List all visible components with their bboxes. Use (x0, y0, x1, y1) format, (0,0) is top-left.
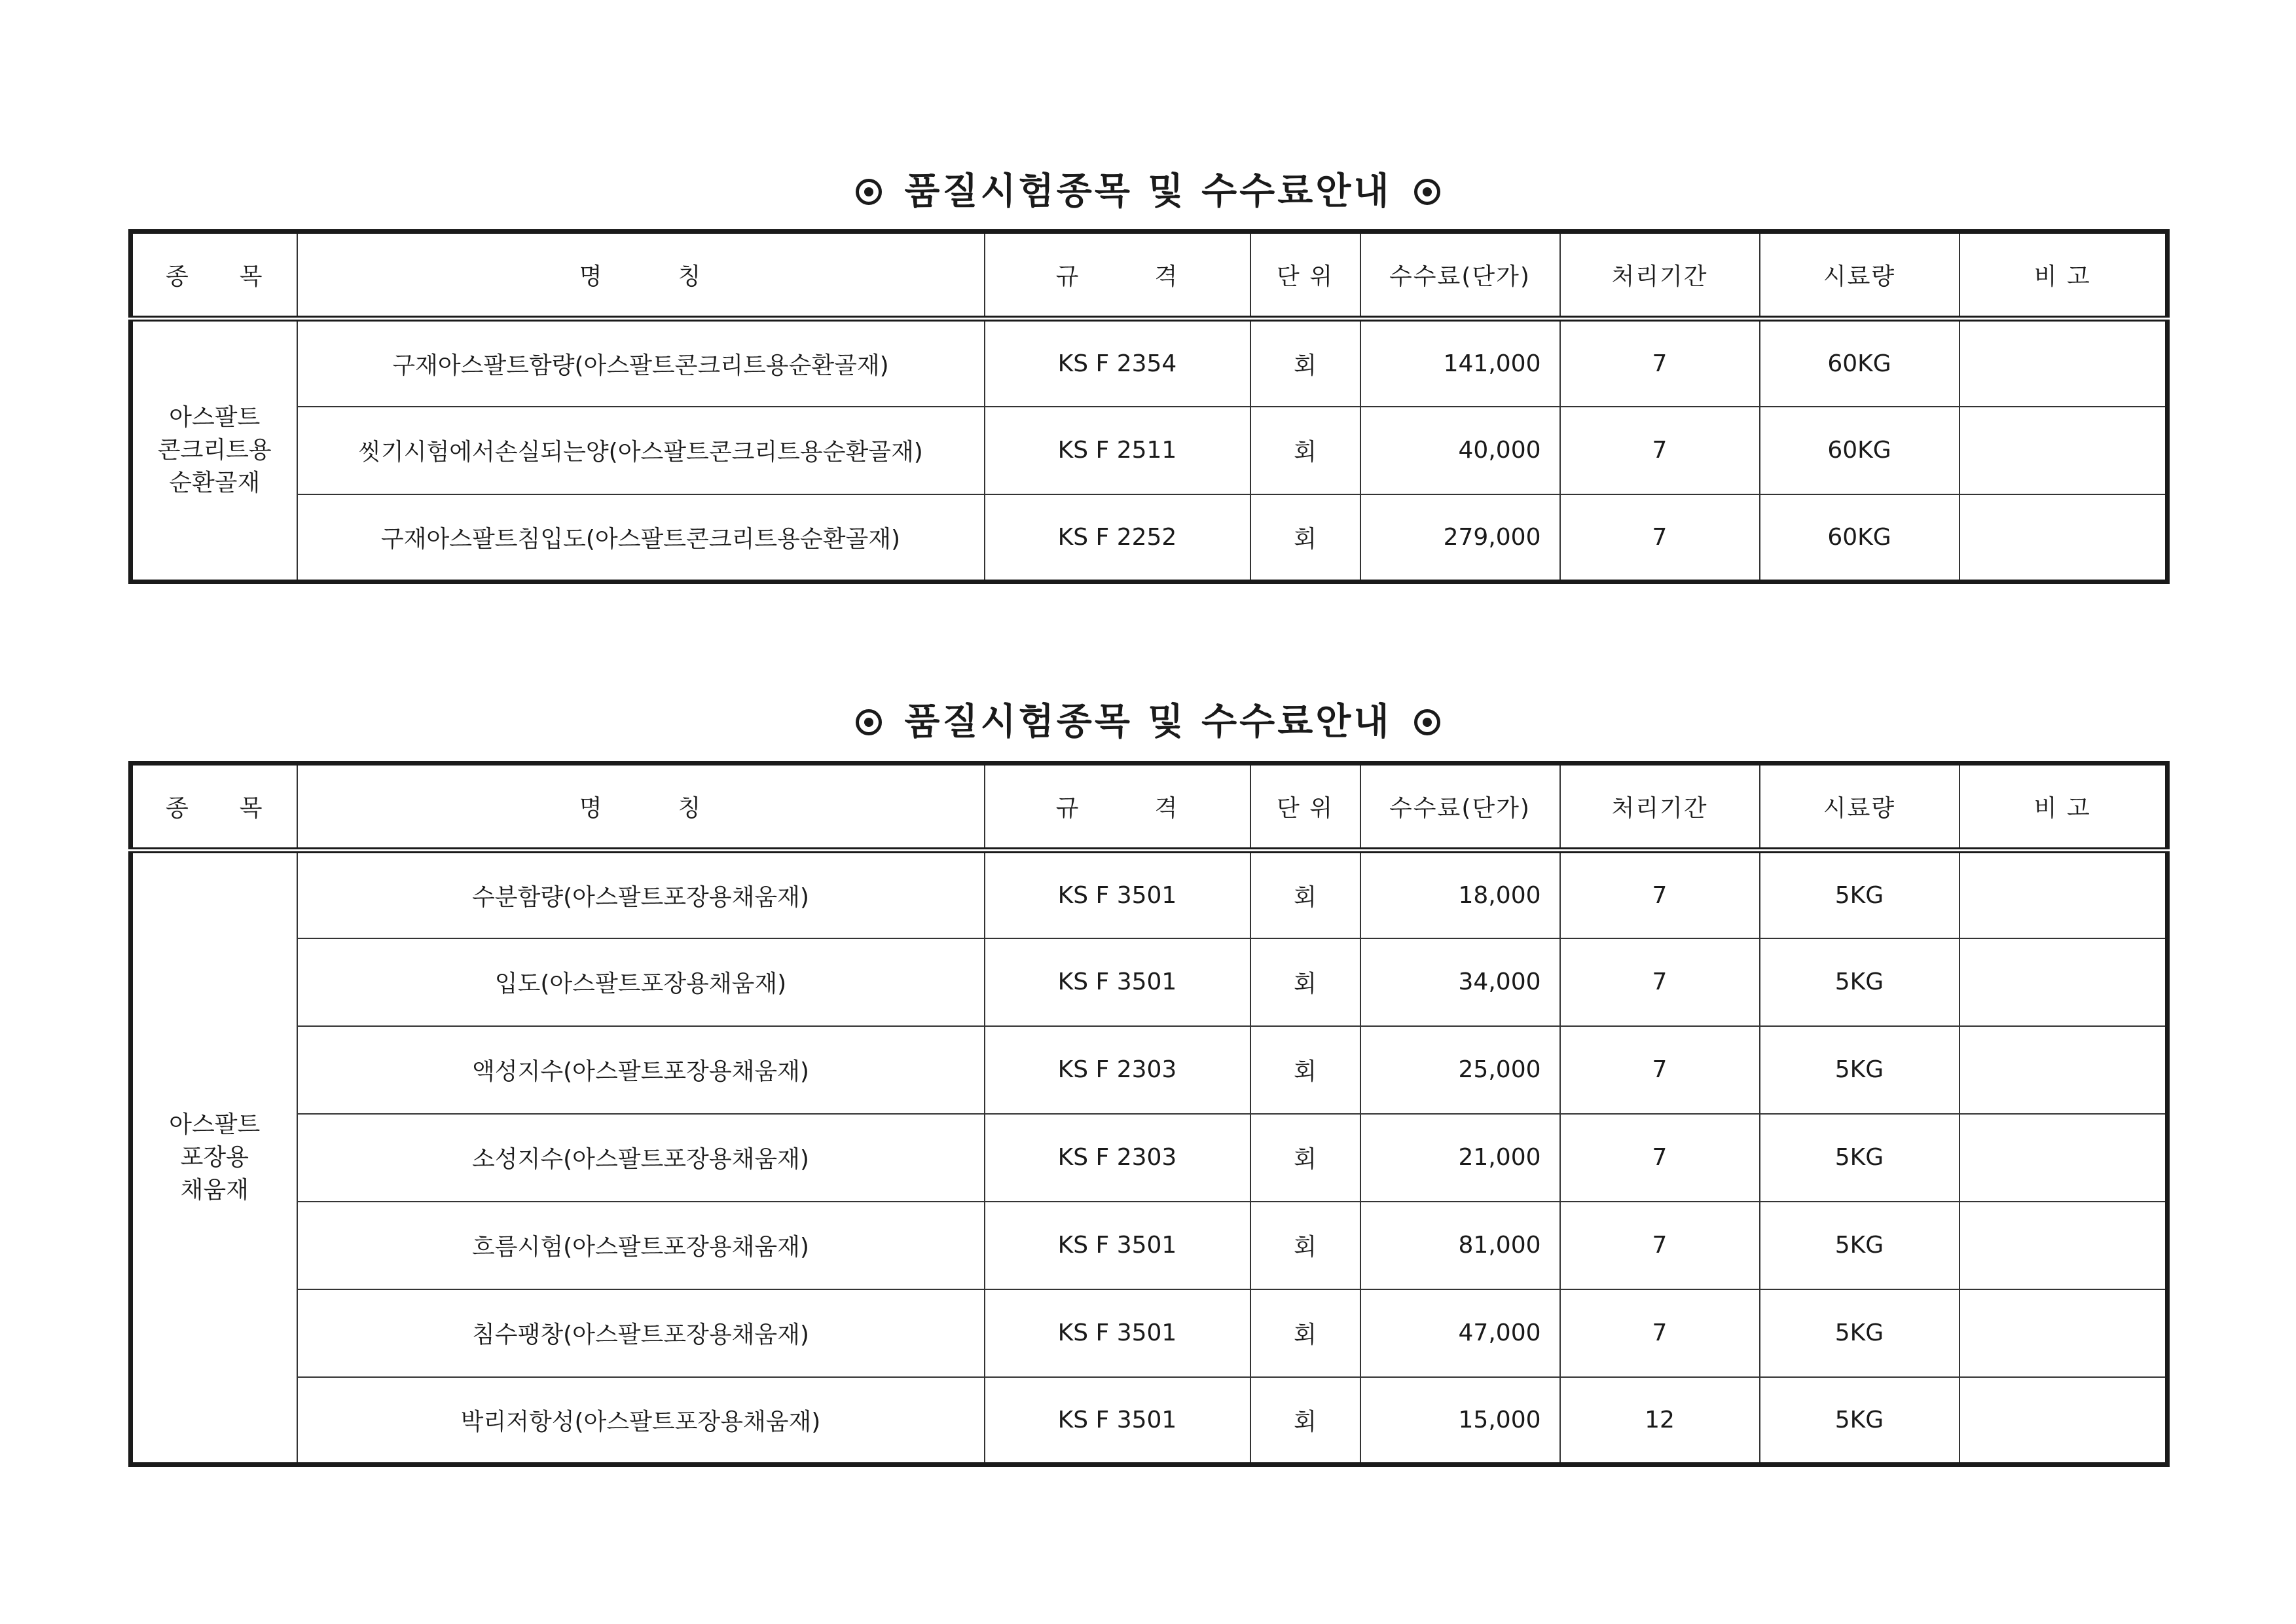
fee: 15,000 (1360, 1377, 1560, 1465)
section-title-text: 품질시험종목 및 수수료안내 (904, 170, 1392, 213)
table-row (131, 851, 2168, 938)
remarks (1959, 938, 2168, 1026)
header-unit: 단 위 (1250, 764, 1360, 851)
test-name: 침수팽창(아스팔트포장용채움재) (297, 1289, 985, 1377)
unit: 회 (1250, 1202, 1360, 1289)
sample: 60KG (1760, 407, 1959, 494)
period: 7 (1560, 851, 1760, 938)
period: 7 (1560, 1114, 1760, 1202)
period: 7 (1560, 494, 1760, 582)
sample: 60KG (1760, 319, 1959, 407)
sample: 5KG (1760, 1377, 1959, 1465)
header-category: 종 목 (131, 764, 297, 851)
fee: 34,000 (1360, 938, 1560, 1026)
unit: 회 (1250, 851, 1360, 938)
header-standard: 규 격 (985, 232, 1250, 319)
header-unit: 단 위 (1250, 232, 1360, 319)
test-name: 박리저항성(아스팔트포장용채움재) (297, 1377, 985, 1465)
category-line: 콘크리트용 (157, 437, 272, 464)
sample: 5KG (1760, 1026, 1959, 1114)
test-name: 액성지수(아스팔트포장용채움재) (297, 1026, 985, 1114)
header-standard: 규 격 (985, 764, 1250, 851)
table-row (131, 1026, 2168, 1114)
remarks (1959, 1026, 2168, 1114)
header-sample: 시료량 (1760, 764, 1959, 851)
sample: 5KG (1760, 1289, 1959, 1377)
header-fee: 수수료(단가) (1360, 232, 1560, 319)
fee-table-recycled-aggregate (128, 229, 2170, 584)
category-line: 채움재 (180, 1177, 249, 1204)
bullet-circle-icon (856, 709, 882, 735)
header-period: 처리기간 (1560, 232, 1760, 319)
test-name: 구재아스팔트침입도(아스팔트콘크리트용순환골재) (297, 494, 985, 582)
header-fee: 수수료(단가) (1360, 764, 1560, 851)
test-name: 구재아스팔트함량(아스팔트콘크리트용순환골재) (297, 319, 985, 407)
unit: 회 (1250, 1114, 1360, 1202)
section-title-2 (0, 699, 2296, 745)
header-name: 명 칭 (297, 232, 985, 319)
table-header-row (131, 764, 2168, 851)
standard: KS F 2354 (985, 319, 1250, 407)
category-line: 포장용 (180, 1144, 249, 1171)
standard: KS F 3501 (985, 851, 1250, 938)
fee: 81,000 (1360, 1202, 1560, 1289)
bullet-circle-icon (856, 179, 882, 205)
table-row (131, 494, 2168, 582)
table-row (131, 407, 2168, 494)
fee: 25,000 (1360, 1026, 1560, 1114)
fee: 141,000 (1360, 319, 1560, 407)
unit: 회 (1250, 407, 1360, 494)
remarks (1959, 494, 2168, 582)
table-row (131, 938, 2168, 1026)
unit: 회 (1250, 1377, 1360, 1465)
unit: 회 (1250, 1289, 1360, 1377)
category-line: 아스팔트 (169, 404, 261, 431)
unit: 회 (1250, 938, 1360, 1026)
table-row (131, 1377, 2168, 1465)
sample: 60KG (1760, 494, 1959, 582)
table-row (131, 1289, 2168, 1377)
standard: KS F 3501 (985, 938, 1250, 1026)
section-title-text: 품질시험종목 및 수수료안내 (904, 701, 1392, 743)
section-title-1 (0, 169, 2296, 215)
standard: KS F 3501 (985, 1289, 1250, 1377)
period: 7 (1560, 1026, 1760, 1114)
category-line: 순환골재 (169, 470, 261, 496)
sample: 5KG (1760, 938, 1959, 1026)
test-name: 소성지수(아스팔트포장용채움재) (297, 1114, 985, 1202)
category-line: 아스팔트 (169, 1111, 261, 1138)
standard: KS F 2303 (985, 1026, 1250, 1114)
fee: 47,000 (1360, 1289, 1560, 1377)
period: 7 (1560, 938, 1760, 1026)
test-name: 흐름시험(아스팔트포장용채움재) (297, 1202, 985, 1289)
table-row (131, 1114, 2168, 1202)
remarks (1959, 851, 2168, 938)
header-category: 종 목 (131, 232, 297, 319)
table-header-row (131, 232, 2168, 319)
fee-table-asphalt-filler (128, 761, 2170, 1467)
remarks (1959, 407, 2168, 494)
unit: 회 (1250, 494, 1360, 582)
remarks (1959, 1202, 2168, 1289)
fee: 18,000 (1360, 851, 1560, 938)
unit: 회 (1250, 319, 1360, 407)
bullet-circle-icon (1414, 179, 1440, 205)
period: 7 (1560, 1202, 1760, 1289)
sample: 5KG (1760, 1114, 1959, 1202)
category-cell (131, 319, 297, 582)
period: 12 (1560, 1377, 1760, 1465)
header-remarks: 비 고 (1959, 232, 2168, 319)
bullet-circle-icon (1414, 709, 1440, 735)
period: 7 (1560, 319, 1760, 407)
table-row (131, 1202, 2168, 1289)
standard: KS F 2252 (985, 494, 1250, 582)
sample: 5KG (1760, 851, 1959, 938)
standard: KS F 2511 (985, 407, 1250, 494)
category-cell (131, 851, 297, 1465)
header-name: 명 칭 (297, 764, 985, 851)
test-name: 수분함량(아스팔트포장용채움재) (297, 851, 985, 938)
period: 7 (1560, 1289, 1760, 1377)
fee: 40,000 (1360, 407, 1560, 494)
header-remarks: 비 고 (1959, 764, 2168, 851)
standard: KS F 3501 (985, 1377, 1250, 1465)
remarks (1959, 319, 2168, 407)
remarks (1959, 1377, 2168, 1465)
test-name: 입도(아스팔트포장용채움재) (297, 938, 985, 1026)
remarks (1959, 1289, 2168, 1377)
period: 7 (1560, 407, 1760, 494)
remarks (1959, 1114, 2168, 1202)
table-row (131, 319, 2168, 407)
unit: 회 (1250, 1026, 1360, 1114)
sample: 5KG (1760, 1202, 1959, 1289)
fee: 279,000 (1360, 494, 1560, 582)
header-sample: 시료량 (1760, 232, 1959, 319)
header-period: 처리기간 (1560, 764, 1760, 851)
fee: 21,000 (1360, 1114, 1560, 1202)
standard: KS F 3501 (985, 1202, 1250, 1289)
test-name: 씻기시험에서손실되는양(아스팔트콘크리트용순환골재) (297, 407, 985, 494)
standard: KS F 2303 (985, 1114, 1250, 1202)
